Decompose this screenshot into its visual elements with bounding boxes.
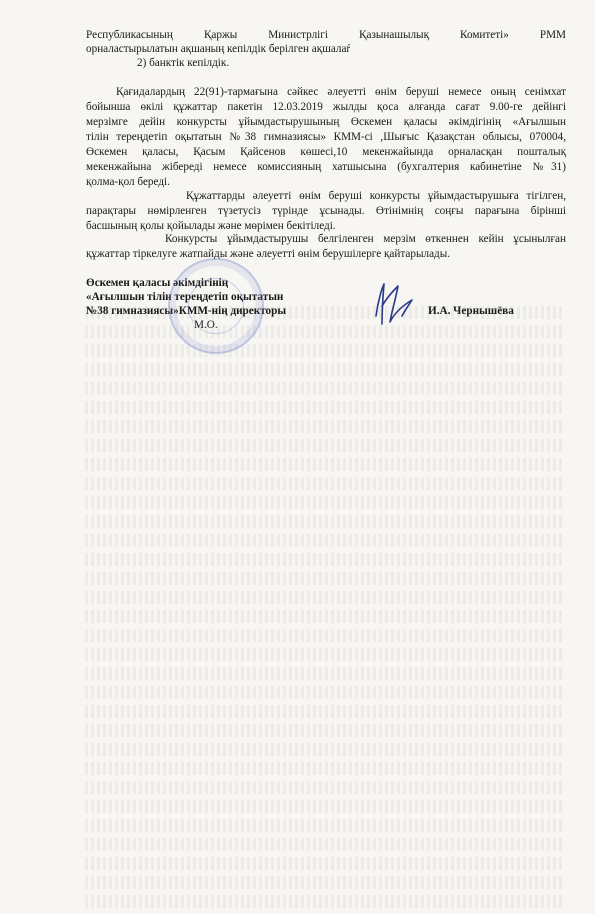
para2-last-line: басшының қолы қойылады және мөрімен бекітіледі. (86, 220, 336, 232)
para1-line: Қағидалардың 22(91)-тармағына сәйкес әлеуетті өнім беруші немесе оның сенімхат (116, 86, 566, 98)
director-name: И.А. Чернышёва (428, 305, 514, 317)
para1-line: мекенжайына жібереді немесе комиссияның хатшысына (бухгалтерия кабинетіне №31) (86, 161, 566, 173)
handwritten-signature (368, 276, 428, 336)
signature-org-line-1: Өскемен қаласы әкімдігінің (86, 277, 229, 289)
bleed-through-text (85, 300, 565, 914)
official-seal (168, 258, 264, 354)
para2-line: Құжаттарды әлеуетті өнім беруші конкурсты ұйымдастырушыға тігілген, (186, 190, 566, 202)
para1-line: бойынша өкілі құжаттар пакетін 12.03.2019 жылды қоса алғанда сағат 9.00-ге дейінгі (86, 101, 566, 113)
seal-label: М.О. (194, 319, 218, 331)
para1-line: Өскемен қаласы, Қасым Қайсенов көшесі,10 мекенжайында орналасқан пошталық (86, 146, 566, 158)
para3-last-line: құжаттар тіркелуге жатпайды және әлеуетті өнім берушілерге қайтарылады. (86, 248, 451, 260)
signature-org-line-3: №38 гимназиясы»КММ-нің директоры (86, 305, 287, 317)
intro-line-3: 2) банктік кепілдік. (137, 57, 230, 69)
para1-line: мерзімге дейін конкурсты ұйымдастырушының Өскемен қаласы әкімдігінің «Ағылшын (86, 116, 566, 128)
intro-line-2: орналастырылатын ақшаның кепілдік берілген ақшалаŕ (86, 43, 351, 55)
signature-org-line-2: «Ағылшын тілін тереңдетіп оқытатын (86, 291, 284, 303)
para1-last-line: қолма-қол береді. (86, 176, 170, 188)
para1-line: тілін тереңдетіп оқытатын №38 гимназиясы» КММ-сі ,Шығыс Қазақстан облысы, 070004, (86, 131, 566, 143)
para3-line: Конкурсты ұйымдастырушы белгіленген мерзім өткеннен кейін ұсынылған (165, 233, 566, 245)
intro-line-1: Республикасының Қаржы Министрлігі Қазынашылық Комитеті» РММ (86, 29, 566, 41)
para2-line: парақтары нөмірленген түзетусіз түрінде ұсынады. Өтінімнің соңғы парағына бірінші (86, 205, 566, 217)
